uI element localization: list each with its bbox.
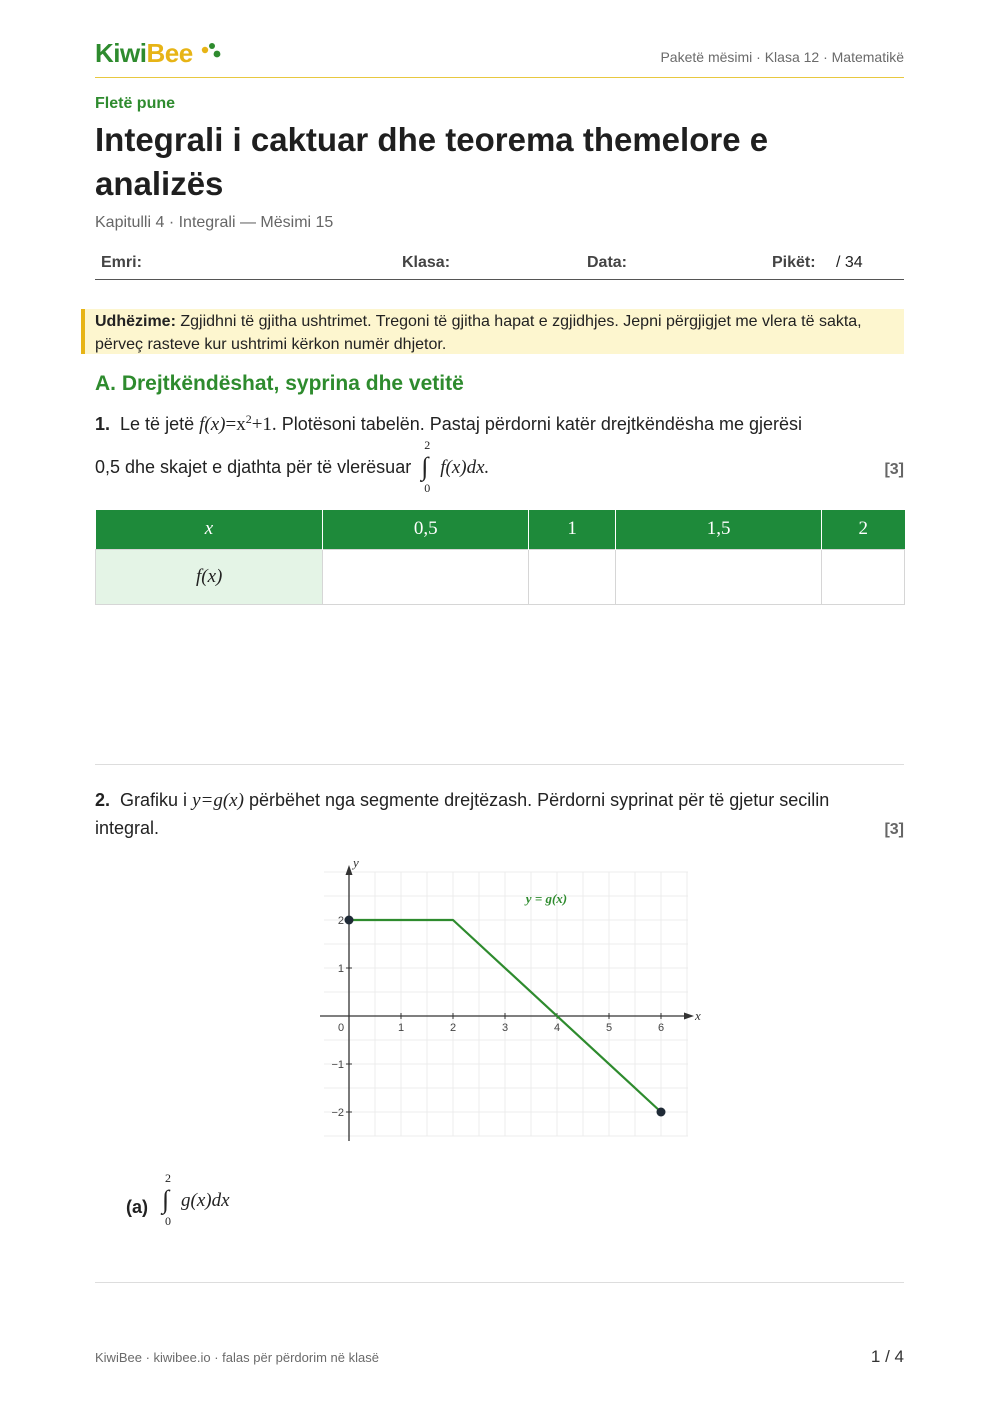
table-header-cell: x [96, 510, 323, 549]
part-a-int-lower: 0 [165, 1214, 171, 1228]
footer-credits: KiwiBee · kiwibee.io · falas për përdorim në klasë [95, 1350, 379, 1365]
x-tick-label: 4 [553, 1022, 561, 1034]
q2-text-b: përbëhet nga segmente drejtëzash. Përdorni syprinat për të gjetur secilin [248, 790, 830, 810]
q1-line1 [95, 412, 802, 436]
q1-number: 1. [95, 414, 111, 434]
instructions-label: Udhëzime: [95, 313, 176, 330]
divider [95, 764, 904, 765]
table-header-row [96, 510, 905, 549]
x-axis-label: x [695, 1008, 701, 1023]
q2-text-c: integral. [95, 818, 160, 838]
q1-int-lower: 0 [424, 481, 431, 495]
logo-dots-icon [199, 42, 229, 62]
table-header-cell: 1,5 [616, 510, 822, 549]
q1-integral [421, 438, 435, 495]
part-a-integral [162, 1171, 230, 1228]
answer-cell[interactable] [529, 549, 616, 604]
q1-text-b: Plotësoni tabelën. Pastaj përdorni katër drejtkëndësha me gjerësi [281, 414, 802, 434]
part-a-int-upper: 2 [165, 1171, 171, 1185]
q1-plus: +1. [251, 414, 277, 435]
lesson-subtitle: Kapitulli 4 · Integrali — Mësimi 15 [95, 214, 334, 231]
q1-int-upper: 2 [424, 438, 431, 452]
y-tick-label: −1 [331, 1059, 344, 1071]
part-a-integrand: g(x)dx [181, 1189, 230, 1211]
q2-text-a: Grafiku i [120, 790, 188, 810]
section-a-title: A. Drejtkëndëshat, syprina dhe vetitë [95, 372, 464, 395]
series-label: y = g(x) [525, 891, 568, 907]
q1-line2 [95, 438, 490, 495]
function-graph [318, 855, 710, 1145]
class-label: Klasa: [402, 254, 451, 271]
table-header-cell: 1 [529, 510, 616, 549]
y-axis-label: y [353, 855, 359, 870]
x-tick-label: 6 [657, 1022, 665, 1034]
instructions-box [81, 309, 904, 354]
y-tick-label: −2 [331, 1107, 344, 1119]
y-tick-label: 2 [337, 915, 344, 927]
table-row-label: f(x) [96, 549, 323, 604]
values-table [95, 510, 905, 605]
integral-sign-icon: ∫ [162, 1185, 170, 1214]
student-fields [95, 246, 904, 280]
points-label: Pikët: [772, 254, 816, 271]
divider [95, 1282, 904, 1283]
endpoint-dot [657, 1108, 666, 1117]
answer-cell[interactable] [821, 549, 904, 604]
q2-line2 [95, 818, 159, 839]
y-axis-arrow-icon [346, 865, 353, 875]
x-tick-label: 1 [397, 1022, 405, 1034]
part-a-label: (a) [126, 1197, 148, 1217]
q1-integrand: f(x)dx. [440, 456, 490, 478]
q1-exponent: 2 [245, 412, 252, 426]
part-a-integral-sign [162, 1171, 176, 1228]
x-tick-label: 5 [605, 1022, 613, 1034]
answer-cell[interactable] [616, 549, 822, 604]
q2-number: 2. [95, 790, 111, 810]
y-tick-label: 1 [337, 963, 344, 975]
integral-sign-icon: ∫ [421, 452, 429, 481]
q1-points: [3] [884, 461, 904, 478]
table-header-cell: 2 [821, 510, 904, 549]
date-label: Data: [587, 254, 628, 271]
q2-line1 [95, 790, 829, 812]
q1-text-c: 0,5 dhe skajet e djathta për të vlerësuar [95, 456, 412, 477]
table-header-cell: 0,5 [323, 510, 529, 549]
q1-equals: =x [225, 414, 246, 435]
points-total: / 34 [836, 254, 863, 271]
q1-text-a: Le të jetë [120, 414, 195, 434]
x-tick-label: 2 [449, 1022, 457, 1034]
q2-func: y=g(x) [192, 790, 244, 811]
table-row [96, 549, 905, 604]
endpoint-dot [345, 916, 354, 925]
q1-fx: f(x) [199, 414, 226, 435]
x-tick-label: 0 [337, 1022, 345, 1034]
kiwibee-logo: KiwiBee [95, 38, 193, 68]
name-label: Emri: [101, 254, 142, 271]
page-title: Integrali i caktuar dhe teorema themelore e analizës [95, 121, 769, 202]
x-tick-label: 3 [501, 1022, 509, 1034]
instructions-text: Zgjidhni të gjitha ushtrimet. Tregoni të gjitha hapat e zgjidhjes. Jepni përgjigjet me vlera të sakta, përveç rasteve kur ushtrimi kërkon numër dhjetor. [95, 313, 862, 353]
page-header [95, 38, 904, 78]
lesson-meta: Paketë mësimi · Klasa 12 · Matematikë [660, 49, 904, 65]
answer-cell[interactable] [323, 549, 529, 604]
x-axis-arrow-icon [684, 1013, 694, 1020]
page-number: 1 / 4 [870, 1347, 904, 1366]
q2-points: [3] [884, 821, 904, 838]
worksheet-kicker: Fletë pune [95, 95, 176, 112]
